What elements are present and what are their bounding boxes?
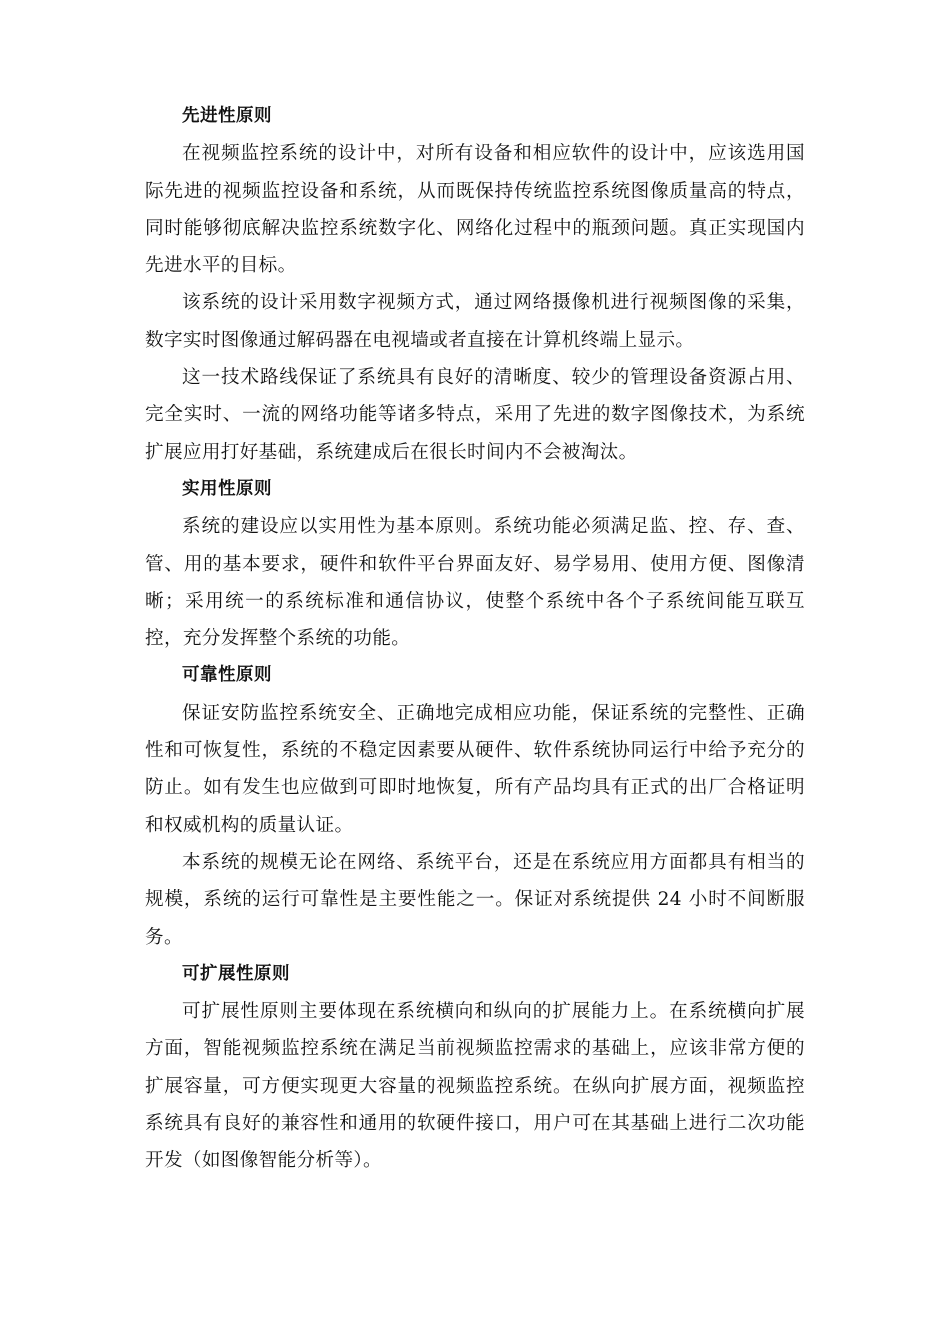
section-heading: 先进性原则 (182, 106, 272, 126)
paragraph: 该系统的设计采用数字视频方式，通过网络摄像机进行视频图像的采集，数字实时图像通过解码器在电视墙或者直接在计算机终端上显示。 (145, 292, 805, 351)
paragraph: 这一技术路线保证了系统具有良好的清晰度、较少的管理设备资源占用、完全实时、一流的网络功能等诸多特点，采用了先进的数字图像技术，为系统扩展应用打好基础，系统建成后在很长时间内不会被淘汰。 (145, 367, 805, 463)
paragraph: 在视频监控系统的设计中，对所有设备和相应软件的设计中，应该选用国际先进的视频监控设备和系统，从而既保持传统监控系统图像质量高的特点，同时能够彻底解决监控系统数字化、网络化过程中的瓶颈问题。真正实现国内先进水平的目标。 (145, 143, 805, 277)
section-practical (145, 471, 805, 657)
section-scalability (145, 956, 805, 1180)
section-advanced (145, 98, 805, 471)
paragraph: 可扩展性原则主要体现在系统横向和纵向的扩展能力上。在系统横向扩展方面，智能视频监控系统在满足当前视频监控需求的基础上，应该非常方便的扩展容量，可方便实现更大容量的视频监控系统。在纵向扩展方面，视频监控系统具有良好的兼容性和通用的软硬件接口，用户可在其基础上进行二次功能开发（如图像智能分析等）。 (145, 1001, 805, 1172)
section-heading: 可靠性原则 (182, 665, 272, 686)
paragraph: 本系统的规模无论在网络、系统平台，还是在系统应用方面都具有相当的规模，系统的运行可靠性是主要性能之一。保证对系统提供 24 小时不间断服务。 (145, 851, 805, 948)
paragraph: 保证安防监控系统安全、正确地完成相应功能，保证系统的完整性、正确性和可恢复性，系统的不稳定因素要从硬件、软件系统协同运行中给予充分的防止。如有发生也应做到可即时地恢复，所有产品均具有正式的出厂合格证明和权威机构的质量认证。 (145, 702, 805, 836)
document-body (145, 98, 805, 1180)
section-reliability (145, 657, 805, 955)
section-heading: 实用性原则 (182, 478, 272, 499)
paragraph: 系统的建设应以实用性为基本原则。系统功能必须满足监、控、存、查、管、用的基本要求，硬件和软件平台界面友好、易学易用、使用方便、图像清晰；采用统一的系统标准和通信协议，使整个系统中各个子系统间能互联互控，充分发挥整个系统的功能。 (145, 516, 805, 650)
section-heading: 可扩展性原则 (182, 963, 290, 984)
